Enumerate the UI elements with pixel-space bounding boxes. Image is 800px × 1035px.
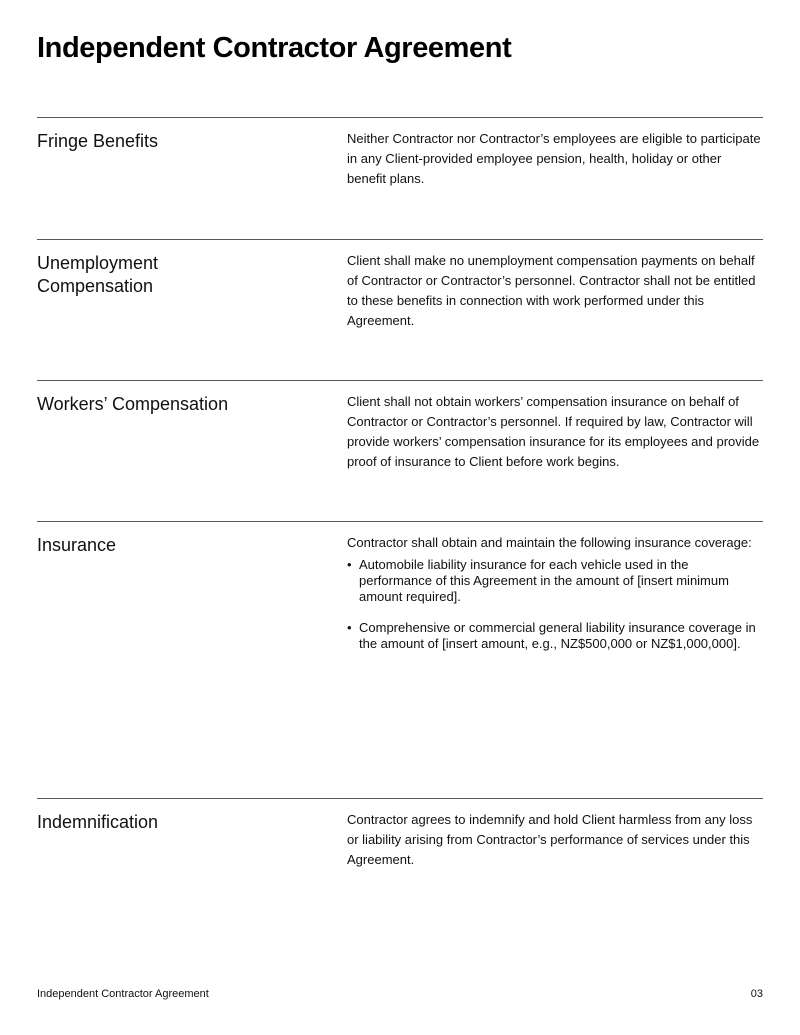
section-unemployment-compensation	[37, 239, 763, 328]
list-item	[347, 557, 763, 605]
bullet: •	[347, 557, 352, 572]
footer-document-title: Independent Contractor Agreement	[37, 988, 209, 1000]
section-heading: Indemnification	[37, 812, 159, 832]
section-heading: Unemployment Compensation	[37, 253, 159, 296]
section-heading: Workers’ Compensation	[37, 394, 229, 414]
section-workers-compensation	[37, 380, 763, 469]
section-heading: Insurance	[37, 535, 117, 555]
section-heading: Fringe Benefits	[37, 131, 159, 151]
section-indemnification	[37, 798, 763, 867]
list-item-text: Comprehensive or commercial general liability insurance coverage in the amount of [insert amount, e.g., NZ$500,000 or NZ$1,000,000].	[359, 620, 756, 651]
section-body	[347, 533, 763, 667]
list-item	[347, 620, 763, 652]
list-item-text: Automobile liability insurance for each vehicle used in the performance of this Agreement in the amount of [insert minimum amount required].	[359, 557, 729, 604]
section-body: Contractor agrees to indemnify and hold Client harmless from any loss or liability arising from Contractor’s performance of services under this Agreement.	[347, 812, 753, 867]
document-title: Independent Contractor Agreement	[37, 32, 512, 64]
section-fringe-benefits	[37, 117, 763, 186]
footer-page-number: 03	[750, 988, 763, 1000]
bullet: •	[347, 620, 352, 635]
section-insurance	[37, 521, 763, 651]
insurance-list	[347, 557, 763, 652]
section-body: Neither Contractor nor Contractor’s employees are eligible to participate in any Client-provided employee pension, health, holiday or other benefit plans.	[347, 131, 761, 186]
section-body: Client shall make no unemployment compensation payments on behalf of Contractor or Contractor’s personnel. Contractor shall not be entitled to these benefits in connection with work performed under this Agreement.	[347, 253, 756, 328]
insurance-intro: Contractor shall obtain and maintain the following insurance coverage:	[347, 535, 752, 550]
section-body: Client shall not obtain workers’ compensation insurance on behalf of Contractor or Contractor’s personnel. If required by law, Contractor will provide workers’ compensation insurance for its employees and provide proof of insurance to Client before work begins.	[347, 394, 760, 469]
